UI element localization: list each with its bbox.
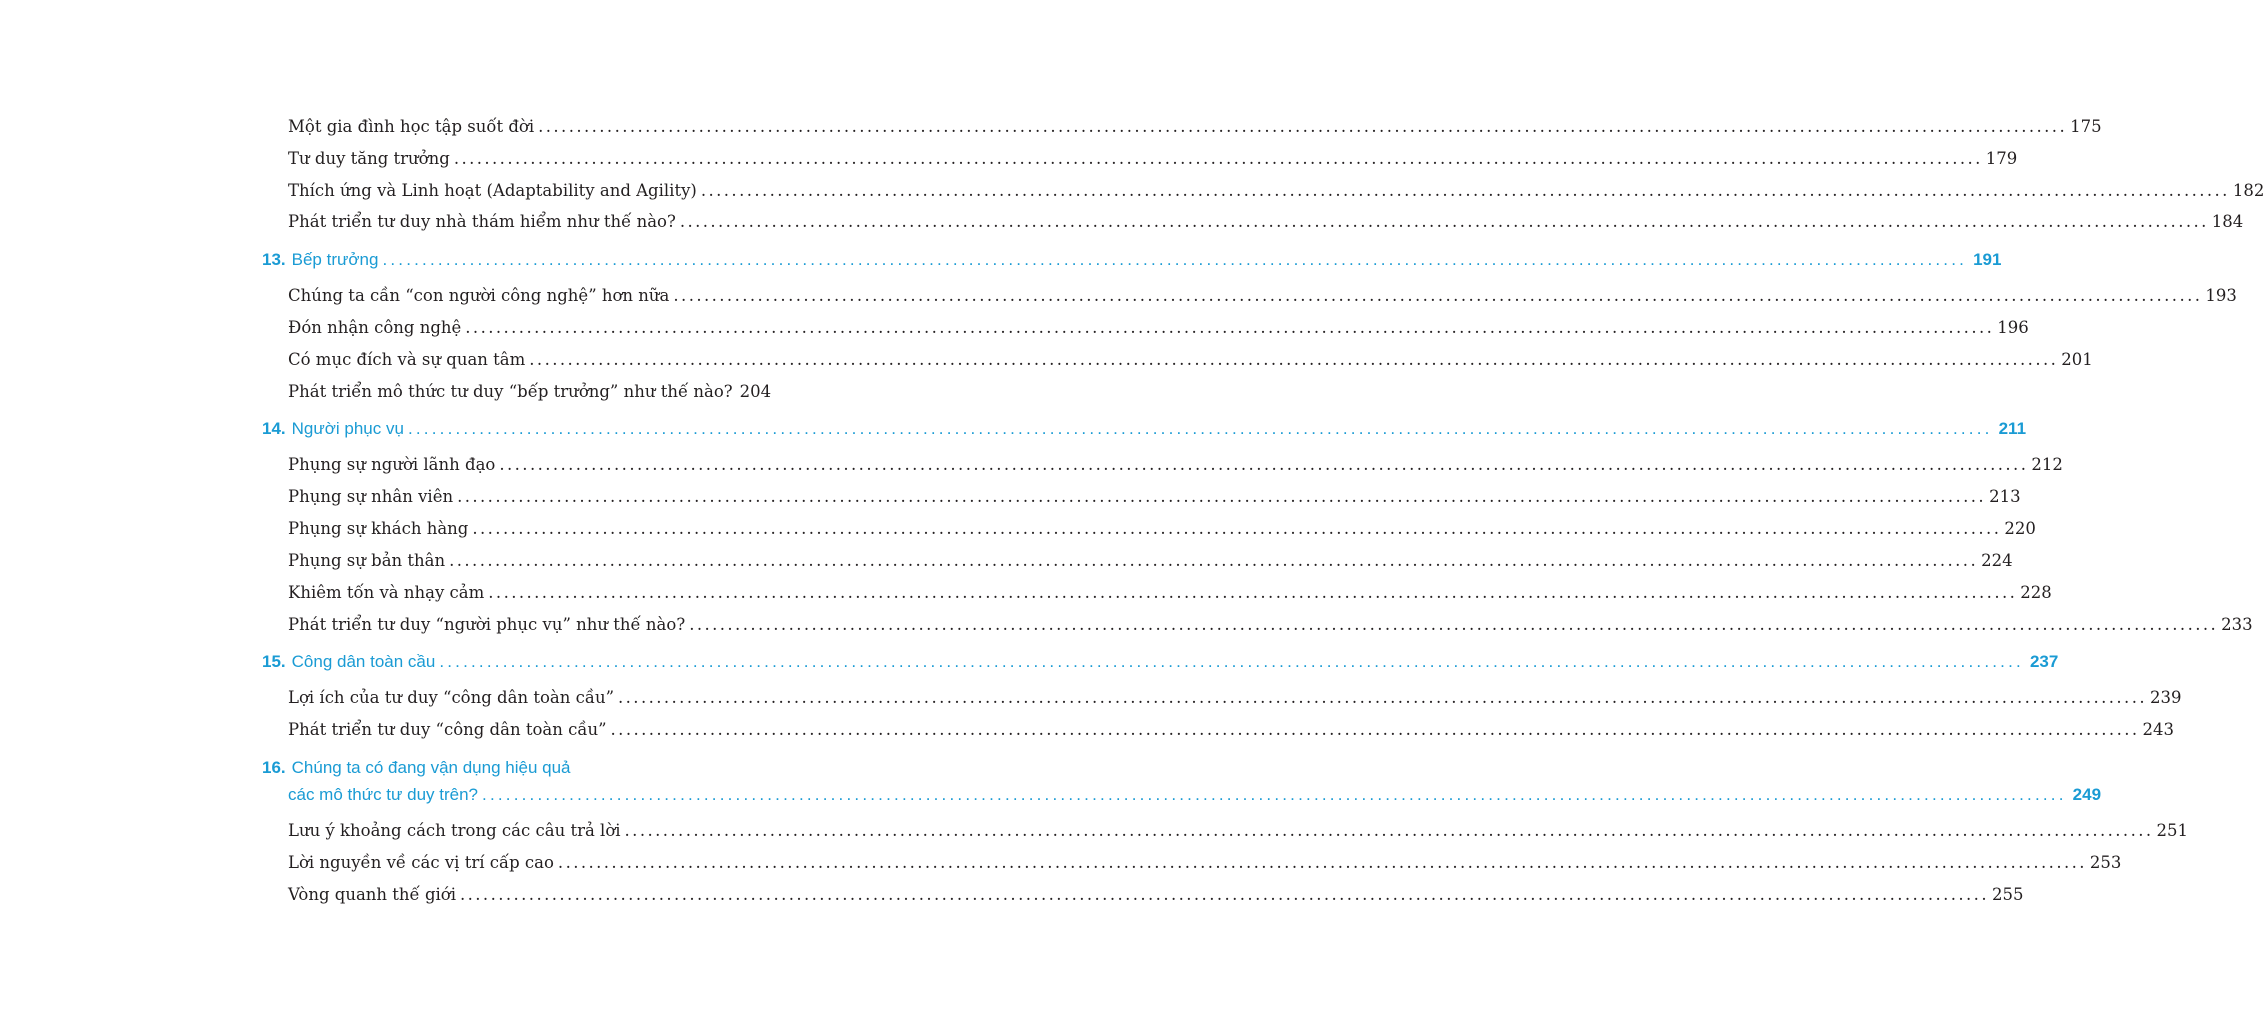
entry-page-number: 204 — [739, 382, 772, 401]
dot-leader: ........................................................................................................................................................................................................ — [407, 419, 1993, 438]
entry-page-number: 220 — [2004, 519, 2036, 538]
entry-page-number: 255 — [1991, 885, 2024, 904]
entry-title: Tư duy tăng trưởng — [288, 149, 450, 168]
entry-page-number: 213 — [1989, 487, 2021, 506]
entry-title: Lời nguyền về các vị trí cấp cao — [288, 853, 554, 872]
dot-leader: ........................................................................................................................................................................................................ — [453, 149, 1983, 168]
entry-page-number: 224 — [1981, 551, 2013, 570]
chapter-number: 13. — [262, 250, 286, 269]
entry-page-number: 239 — [2150, 688, 2182, 707]
entry-page-number: 253 — [2089, 853, 2122, 872]
toc-entry[interactable] — [288, 821, 2189, 840]
toc-chapter[interactable] — [262, 250, 2002, 270]
entry-title: Có mục đích và sự quan tâm — [288, 350, 526, 369]
toc-chapter-line1[interactable] — [262, 758, 570, 778]
dot-leader: ........................................................................................................................................................................................................ — [610, 720, 2140, 739]
dot-leader: ........................................................................................................................................................................................................ — [457, 487, 1987, 506]
dot-leader: ........................................................................................................................................................................................................ — [472, 519, 2002, 538]
dot-leader: ........................................................................................................................................................................................................ — [624, 821, 2154, 840]
toc-entry[interactable] — [288, 117, 2102, 136]
chapter-title-line1: Chúng ta có đang vận dụng hiệu quả — [291, 758, 571, 777]
toc-entry[interactable] — [288, 350, 2093, 369]
dot-leader: ........................................................................................................................................................................................................ — [488, 583, 2018, 602]
toc-entry[interactable] — [288, 149, 2018, 168]
dot-leader: ........................................................................................................................................................................................................ — [499, 455, 2029, 474]
entry-page-number: 196 — [1997, 318, 2029, 337]
entry-page-number: 184 — [2211, 212, 2244, 231]
entry-page-number: 233 — [2221, 615, 2253, 634]
dot-leader: ........................................................................................................................................................................................................ — [700, 181, 2230, 200]
chapter-page-number: 211 — [1998, 419, 2027, 438]
chapter-title: Người phục vụ — [291, 419, 404, 438]
chapter-title: Bếp trưởng — [291, 250, 379, 269]
entry-page-number: 251 — [2156, 821, 2189, 840]
dot-leader: ........................................................................................................................................................................................................ — [439, 652, 2024, 671]
entry-page-number: 175 — [2070, 117, 2102, 136]
entry-title: Phụng sự bản thân — [288, 551, 446, 570]
dot-leader: ........................................................................................................................................................................................................ — [482, 785, 2067, 804]
entry-title: Phụng sự người lãnh đạo — [288, 455, 496, 474]
chapter-number: 14. — [262, 419, 286, 438]
toc-entry[interactable] — [288, 181, 2264, 200]
chapter-number: 15. — [262, 652, 286, 671]
entry-title: Đón nhận công nghệ — [288, 318, 462, 337]
entry-title: Phát triển tư duy “công dân toàn cầu” — [288, 720, 607, 739]
dot-leader: ........................................................................................................................................................................................................ — [382, 250, 1968, 269]
toc-entry[interactable] — [288, 583, 2052, 602]
toc-chapter[interactable] — [262, 652, 2059, 672]
entry-page-number: 193 — [2205, 286, 2237, 305]
toc-chapter[interactable] — [262, 419, 2027, 439]
entry-title: Khiêm tốn và nhạy cảm — [288, 583, 485, 602]
toc-entry[interactable] — [288, 212, 2244, 231]
toc-entry[interactable] — [288, 455, 2063, 474]
entry-page-number: 228 — [2020, 583, 2052, 602]
entry-title: Một gia đình học tập suốt đời — [288, 117, 535, 136]
dot-leader: ........................................................................................................................................................................................................ — [538, 117, 2068, 136]
entry-page-number: 179 — [1985, 149, 2018, 168]
entry-title: Lợi ích của tư duy “công dân toàn cầu” — [288, 688, 615, 707]
chapter-number: 16. — [262, 758, 286, 777]
dot-leader: ........................................................................................................................................................................................................ — [460, 885, 1989, 904]
chapter-page-number: 191 — [1973, 250, 2002, 269]
entry-title: Phụng sự khách hàng — [288, 519, 469, 538]
entry-title: Phát triển tư duy nhà thám hiểm như thế nào? — [288, 212, 676, 231]
entry-page-number: 182 — [2232, 181, 2264, 200]
chapter-page-number: 237 — [2029, 652, 2059, 671]
toc-entry[interactable] — [288, 688, 2182, 707]
dot-leader: ........................................................................................................................................................................................................ — [465, 318, 1995, 337]
dot-leader: ........................................................................................................................................................................................................ — [679, 212, 2209, 231]
toc-entry[interactable] — [288, 551, 2013, 570]
entry-title: Phát triển mô thức tư duy “bếp trưởng” như thế nào? — [288, 382, 733, 401]
entry-title: Phụng sự nhân viên — [288, 487, 454, 506]
dot-leader: ........................................................................................................................................................................................................ — [529, 350, 2059, 369]
dot-leader: ........................................................................................................................................................................................................ — [673, 286, 2203, 305]
chapter-page-number: 249 — [2072, 785, 2102, 804]
toc-chapter-line2[interactable] — [288, 785, 2102, 805]
entry-page-number: 243 — [2142, 720, 2175, 739]
toc-entry[interactable] — [288, 615, 2253, 634]
entry-title: Lưu ý khoảng cách trong các câu trả lời — [288, 821, 621, 840]
toc-entry[interactable] — [288, 286, 2237, 305]
chapter-title-line2: các mô thức tư duy trên? — [288, 785, 479, 804]
dot-leader: ........................................................................................................................................................................................................ — [449, 551, 1979, 570]
dot-leader: ........................................................................................................................................................................................................ — [618, 688, 2147, 707]
entry-page-number: 201 — [2061, 350, 2093, 369]
entry-title: Chúng ta cần “con người công nghệ” hơn nữa — [288, 286, 670, 305]
entry-title: Phát triển tư duy “người phục vụ” như thế nào? — [288, 615, 686, 634]
toc-entry[interactable] — [288, 382, 772, 401]
toc-entry[interactable] — [288, 487, 2021, 506]
toc-entry[interactable] — [288, 720, 2175, 739]
dot-leader: ........................................................................................................................................................................................................ — [689, 615, 2219, 634]
toc-entry[interactable] — [288, 318, 2029, 337]
toc-entry[interactable] — [288, 519, 2036, 538]
chapter-title: Công dân toàn cầu — [291, 652, 436, 671]
toc-entry[interactable] — [288, 853, 2122, 872]
dot-leader: ........................................................................................................................................................................................................ — [557, 853, 2087, 872]
entry-title: Vòng quanh thế giới — [288, 885, 456, 904]
entry-title: Thích ứng và Linh hoạt (Adaptability and Agility) — [288, 181, 697, 200]
toc-entry[interactable] — [288, 885, 2024, 904]
entry-page-number: 212 — [2031, 455, 2063, 474]
